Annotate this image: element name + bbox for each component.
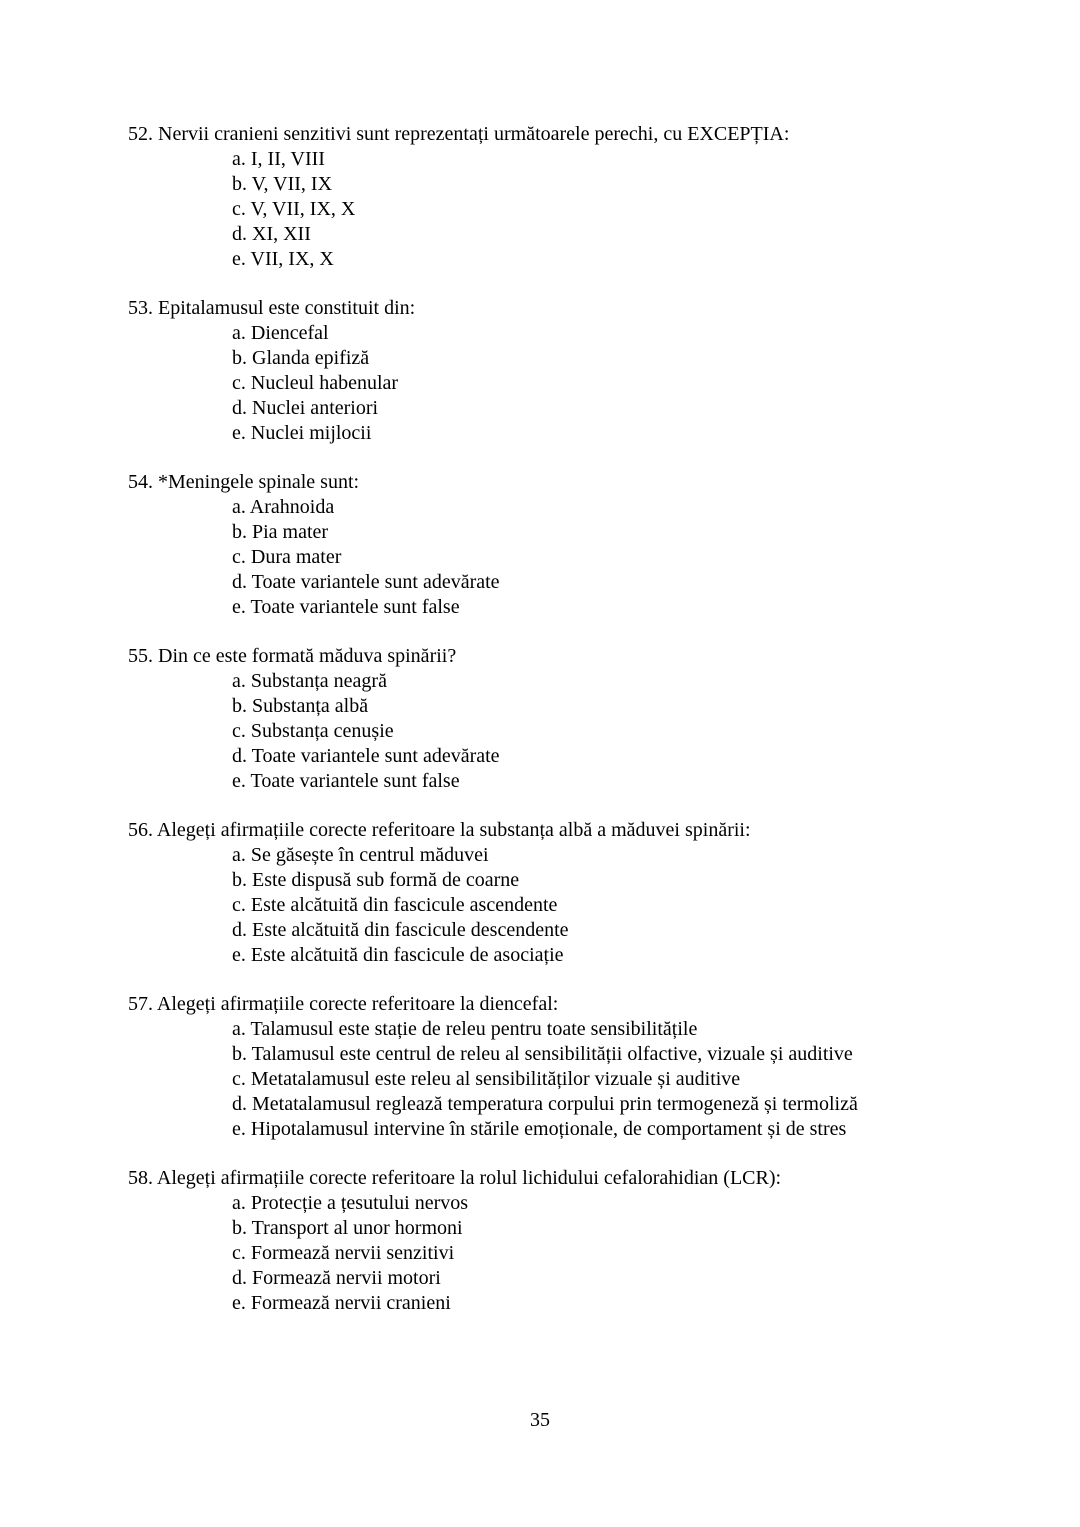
question-number: 54. bbox=[128, 471, 153, 493]
option bbox=[232, 1017, 1000, 1042]
option-label: c. bbox=[232, 198, 246, 220]
option-label: a. bbox=[232, 496, 246, 518]
option-label: e. bbox=[232, 596, 246, 618]
option bbox=[232, 893, 1000, 918]
option-text: Pia mater bbox=[252, 521, 329, 543]
option-label: e. bbox=[232, 248, 246, 270]
question-54 bbox=[128, 470, 1000, 620]
option-text: Toate variantele sunt false bbox=[250, 596, 460, 618]
option bbox=[232, 694, 1000, 719]
option-label: a. bbox=[232, 322, 246, 344]
option-label: a. bbox=[232, 670, 246, 692]
option-text: Substanța neagră bbox=[250, 670, 387, 692]
option-text: Este alcătuită din fascicule ascendente bbox=[250, 894, 558, 916]
option-text: Formează nervii senzitivi bbox=[250, 1242, 455, 1264]
option-label: b. bbox=[232, 869, 247, 891]
question-header bbox=[128, 818, 1000, 843]
option-text: XI, XII bbox=[252, 223, 311, 245]
option-text: Este alcătuită din fascicule descendente bbox=[252, 919, 569, 941]
option-label: e. bbox=[232, 1118, 246, 1140]
question-stem: Alegeți afirmațiile corecte referitoare la rolul lichidului cefalorahidian (LCR): bbox=[156, 1167, 782, 1189]
option-text: Substanța cenușie bbox=[250, 720, 394, 742]
option bbox=[232, 1117, 1000, 1142]
option-label: d. bbox=[232, 919, 247, 941]
option bbox=[232, 918, 1000, 943]
option bbox=[232, 1092, 1000, 1117]
option bbox=[232, 1266, 1000, 1291]
option bbox=[232, 197, 1000, 222]
options-list bbox=[232, 495, 1000, 620]
question-stem: *Meningele spinale sunt: bbox=[158, 471, 360, 493]
question-number: 52. bbox=[128, 123, 153, 145]
option-text: Formează nervii cranieni bbox=[250, 1292, 451, 1314]
option-text: Toate variantele sunt false bbox=[250, 770, 460, 792]
option-text: I, II, VIII bbox=[250, 148, 325, 170]
option-text: Este dispusă sub formă de coarne bbox=[252, 869, 520, 891]
option bbox=[232, 346, 1000, 371]
option bbox=[232, 769, 1000, 794]
option bbox=[232, 321, 1000, 346]
option-text: V, VII, IX, X bbox=[250, 198, 356, 220]
option-label: a. bbox=[232, 1018, 246, 1040]
option-label: e. bbox=[232, 422, 246, 444]
option-text: Nuclei anteriori bbox=[252, 397, 379, 419]
option-label: c. bbox=[232, 894, 246, 916]
question-53 bbox=[128, 296, 1000, 446]
option bbox=[232, 669, 1000, 694]
option-label: b. bbox=[232, 1217, 247, 1239]
options-list bbox=[232, 147, 1000, 272]
option-text: Glanda epifiză bbox=[252, 347, 370, 369]
question-number: 58. bbox=[128, 1167, 153, 1189]
option bbox=[232, 1241, 1000, 1266]
option bbox=[232, 495, 1000, 520]
question-stem: Epitalamusul este constituit din: bbox=[158, 297, 416, 319]
question-number: 55. bbox=[128, 645, 153, 667]
option-label: b. bbox=[232, 173, 247, 195]
option bbox=[232, 570, 1000, 595]
option bbox=[232, 172, 1000, 197]
option-label: a. bbox=[232, 148, 246, 170]
option bbox=[232, 1042, 1000, 1067]
option-label: d. bbox=[232, 223, 247, 245]
option-text: Hipotalamusul intervine în stările emoționale, de comportament și de stres bbox=[250, 1118, 847, 1140]
options-list bbox=[232, 1017, 1000, 1142]
option-text: Nuclei mijlocii bbox=[250, 422, 372, 444]
question-stem: Alegeți afirmațiile corecte referitoare la diencefal: bbox=[156, 993, 559, 1015]
options-list bbox=[232, 669, 1000, 794]
question-header bbox=[128, 644, 1000, 669]
option-text: V, VII, IX bbox=[251, 173, 333, 195]
question-stem: Din ce este formată măduva spinării? bbox=[158, 645, 457, 667]
question-58 bbox=[128, 1166, 1000, 1316]
option-text: Toate variantele sunt adevărate bbox=[251, 745, 500, 767]
option-text: Dura mater bbox=[250, 546, 342, 568]
option-text: Este alcătuită din fascicule de asociație bbox=[250, 944, 564, 966]
option-label: c. bbox=[232, 372, 246, 394]
option-text: Metatalamusul este releu al sensibilităților vizuale și auditive bbox=[250, 1068, 741, 1090]
option-label: b. bbox=[232, 1043, 247, 1065]
option bbox=[232, 1291, 1000, 1316]
question-header bbox=[128, 1166, 1000, 1191]
option bbox=[232, 247, 1000, 272]
options-list bbox=[232, 843, 1000, 968]
question-number: 53. bbox=[128, 297, 153, 319]
question-56 bbox=[128, 818, 1000, 968]
option bbox=[232, 719, 1000, 744]
option-label: b. bbox=[232, 521, 247, 543]
option-label: d. bbox=[232, 397, 247, 419]
question-57 bbox=[128, 992, 1000, 1142]
option-text: Substanța albă bbox=[252, 695, 369, 717]
option-label: e. bbox=[232, 944, 246, 966]
option-label: a. bbox=[232, 1192, 246, 1214]
page-number: 35 bbox=[530, 1409, 550, 1431]
options-list bbox=[232, 1191, 1000, 1316]
option bbox=[232, 1216, 1000, 1241]
option-text: Nucleul habenular bbox=[250, 372, 399, 394]
option bbox=[232, 545, 1000, 570]
option-label: e. bbox=[232, 770, 246, 792]
question-header bbox=[128, 470, 1000, 495]
option bbox=[232, 520, 1000, 545]
option-text: Diencefal bbox=[250, 322, 329, 344]
option bbox=[232, 1067, 1000, 1092]
question-52 bbox=[128, 122, 1000, 272]
option-label: c. bbox=[232, 720, 246, 742]
option-label: c. bbox=[232, 546, 246, 568]
option-label: d. bbox=[232, 571, 247, 593]
option-label: b. bbox=[232, 347, 247, 369]
option bbox=[232, 147, 1000, 172]
question-55 bbox=[128, 644, 1000, 794]
option bbox=[232, 421, 1000, 446]
option bbox=[232, 1191, 1000, 1216]
option-text: Protecție a țesutului nervos bbox=[250, 1192, 469, 1214]
option-label: a. bbox=[232, 844, 246, 866]
option-text: Talamusul este centrul de releu al sensibilității olfactive, vizuale și auditive bbox=[251, 1043, 853, 1065]
question-number: 56. bbox=[128, 819, 153, 841]
option-text: Metatalamusul reglează temperatura corpului prin termogeneză și termoliză bbox=[252, 1093, 858, 1115]
option bbox=[232, 744, 1000, 769]
options-list bbox=[232, 321, 1000, 446]
option bbox=[232, 868, 1000, 893]
question-number: 57. bbox=[128, 993, 153, 1015]
option-text: Formează nervii motori bbox=[252, 1267, 441, 1289]
option bbox=[232, 371, 1000, 396]
option-text: Transport al unor hormoni bbox=[251, 1217, 463, 1239]
option-text: Se găsește în centrul măduvei bbox=[250, 844, 489, 866]
option-label: c. bbox=[232, 1068, 246, 1090]
option bbox=[232, 943, 1000, 968]
option-label: b. bbox=[232, 695, 247, 717]
option bbox=[232, 843, 1000, 868]
option bbox=[232, 222, 1000, 247]
option-label: c. bbox=[232, 1242, 246, 1264]
option-text: Arahnoida bbox=[249, 496, 335, 518]
question-header bbox=[128, 122, 1000, 147]
option-label: d. bbox=[232, 745, 247, 767]
question-header bbox=[128, 992, 1000, 1017]
question-stem: Alegeți afirmațiile corecte referitoare la substanța albă a măduvei spinării: bbox=[156, 819, 751, 841]
option-label: d. bbox=[232, 1267, 247, 1289]
option-text: Toate variantele sunt adevărate bbox=[251, 571, 500, 593]
option-label: e. bbox=[232, 1292, 246, 1314]
question-header bbox=[128, 296, 1000, 321]
option-label: d. bbox=[232, 1093, 247, 1115]
option-text: Talamusul este stație de releu pentru toate sensibilitățile bbox=[250, 1018, 698, 1040]
option bbox=[232, 396, 1000, 421]
question-stem: Nervii cranieni senzitivi sunt reprezentați următoarele perechi, cu EXCEPȚIA: bbox=[158, 123, 790, 145]
option-text: VII, IX, X bbox=[250, 248, 334, 270]
option bbox=[232, 595, 1000, 620]
